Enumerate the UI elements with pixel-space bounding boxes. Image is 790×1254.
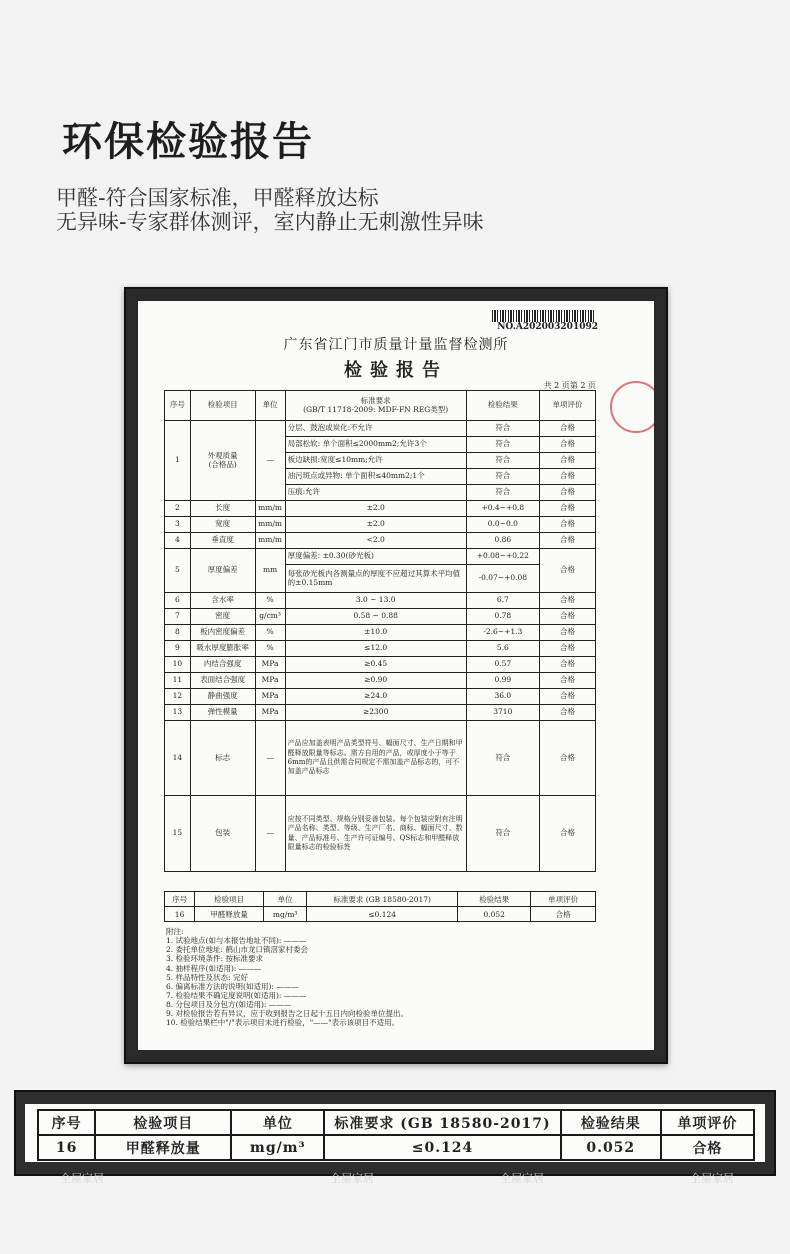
row-result: 0.0~0.0 <box>466 517 539 533</box>
note-item: 5. 样品特性及状态: 完好 <box>166 972 248 982</box>
row-eval: 合格 <box>539 721 595 796</box>
col-req: 标准要求 (GB 18580-2017) <box>324 1110 560 1135</box>
col-eval: 单项评价 <box>531 892 596 907</box>
official-seal <box>610 381 654 433</box>
table-row <box>165 625 596 641</box>
row-result: +0.08~+0.22 <box>466 549 539 565</box>
row-req: ±2.0 <box>285 517 466 533</box>
col-unit: 单位 <box>264 892 307 907</box>
row-no: 9 <box>165 641 191 657</box>
row-result: 0.78 <box>466 609 539 625</box>
col-no: 序号 <box>165 391 191 421</box>
row-unit: % <box>255 593 285 609</box>
row-item: 厚度偏差 <box>190 549 255 593</box>
row-req: ≥2300 <box>285 705 466 721</box>
row-item: 垂直度 <box>190 533 255 549</box>
row-eval: 合格 <box>539 625 595 641</box>
table-row <box>165 907 596 922</box>
note-item: 8. 分包项目及分包方(如适用): ——— <box>166 1000 292 1010</box>
row-eval: 合格 <box>539 673 595 689</box>
row-req: ≥24.0 <box>285 689 466 705</box>
row-req: ≤0.124 <box>307 907 458 922</box>
note-item: 6. 偏离标准方法的说明(如适用): ——— <box>166 981 299 991</box>
row-item: 表面结合强度 <box>190 673 255 689</box>
col-no: 序号 <box>165 892 195 907</box>
row-unit: mm/m <box>255 517 285 533</box>
row-no: 16 <box>165 907 195 922</box>
row-no: 8 <box>165 625 191 641</box>
table-row <box>165 689 596 705</box>
row-result: 符合 <box>466 421 539 437</box>
col-eval: 单项评价 <box>539 391 595 421</box>
table-row <box>165 609 596 625</box>
report-paper <box>138 301 654 1050</box>
watermark: 全屋家居 <box>60 1172 104 1185</box>
row-req: 0.58 ~ 0.88 <box>285 609 466 625</box>
note-item: 3. 检验环境条件: 按标准要求 <box>166 954 263 964</box>
row-req: 产品应加盖表明产品类型符号、幅面尺寸、生产日期和甲醛释放限量等标志。需方自用的产品，或厚度小于等于6mm的产品且供需合同规定不需加盖产品标志的，可不加盖产品标志 <box>285 721 466 796</box>
row-result: 符合 <box>466 721 539 796</box>
zoom-formaldehyde-table <box>37 1109 755 1161</box>
row-item: 甲醛释放量 <box>195 907 264 922</box>
formaldehyde-table <box>164 891 596 922</box>
row-req: 压痕:允许 <box>285 485 466 501</box>
row-item: 板内密度偏差 <box>190 625 255 641</box>
row-req: <2.0 <box>285 533 466 549</box>
note-item: 9. 对检验报告若有异议，应于收到报告之日起十五日内向检验单位提出。 <box>166 1009 409 1019</box>
organization-name: 广东省江门市质量计量监督检测所 <box>283 337 509 353</box>
row-item: 标志 <box>190 721 255 796</box>
row-eval: 合格 <box>539 609 595 625</box>
watermark: 全屋家居 <box>500 1172 544 1185</box>
row-no: 4 <box>165 533 191 549</box>
table-row <box>165 721 596 796</box>
row-eval: 合格 <box>539 689 595 705</box>
row-unit: mm <box>255 549 285 593</box>
note-item: 1. 试验地点(如与本报告地址不同): ——— <box>166 936 307 946</box>
col-result: 检验结果 <box>458 892 531 907</box>
row-req: 分层、鼓泡或炭化:不允许 <box>285 421 466 437</box>
row-req: 局部松软: 单个面积≤2000mm2;允许3个 <box>285 437 466 453</box>
row-no: 2 <box>165 501 191 517</box>
row-eval: 合格 <box>539 657 595 673</box>
row-result: 符合 <box>466 453 539 469</box>
col-unit: 单位 <box>255 391 285 421</box>
table-row <box>165 517 596 533</box>
col-result: 检验结果 <box>561 1110 661 1135</box>
row-req: ≥0.45 <box>285 657 466 673</box>
row-no: 16 <box>38 1135 95 1160</box>
row-no: 11 <box>165 673 191 689</box>
row-unit: MPa <box>255 689 285 705</box>
table-row <box>165 641 596 657</box>
row-item: 密度 <box>190 609 255 625</box>
row-unit: mm/m <box>255 501 285 517</box>
table-row <box>165 593 596 609</box>
row-unit: mg/m³ <box>231 1135 324 1160</box>
row-no: 3 <box>165 517 191 533</box>
notes-title: 附注: <box>166 927 184 936</box>
table-header-row <box>165 892 596 907</box>
row-result: 0.57 <box>466 657 539 673</box>
row-req: 板边缺损:宽度≤10mm;允许 <box>285 453 466 469</box>
row-req: 3.0 ~ 13.0 <box>285 593 466 609</box>
row-unit: MPa <box>255 705 285 721</box>
col-eval: 单项评价 <box>661 1110 754 1135</box>
row-unit: mm/m <box>255 533 285 549</box>
row-eval: 合格 <box>661 1135 754 1160</box>
row-eval: 合格 <box>539 453 595 469</box>
row-eval: 合格 <box>539 421 595 437</box>
row-eval: 合格 <box>539 796 595 872</box>
table-row <box>165 705 596 721</box>
note-item: 10. 检验结果栏中"/"表示项目未进行检验，"——"表示该项目不适用。 <box>166 1018 400 1028</box>
page-indicator: 共 2 页第 2 页 <box>543 381 596 390</box>
row-item: 甲醛释放量 <box>95 1135 231 1160</box>
row-result: 0.99 <box>466 673 539 689</box>
col-unit: 单位 <box>231 1110 324 1135</box>
row-no: 14 <box>165 721 191 796</box>
row-result: 5.6 <box>466 641 539 657</box>
row-unit: — <box>255 421 285 501</box>
row-result: 0.052 <box>458 907 531 922</box>
row-result: 36.0 <box>466 689 539 705</box>
inspection-table <box>164 390 596 872</box>
table-row <box>165 657 596 673</box>
barcode <box>492 310 596 322</box>
zoom-frame <box>14 1090 776 1176</box>
row-eval: 合格 <box>539 705 595 721</box>
row-result: 符合 <box>466 485 539 501</box>
row-unit: mg/m³ <box>264 907 307 922</box>
row-req: ≤0.124 <box>324 1135 560 1160</box>
row-eval: 合格 <box>539 485 595 501</box>
row-eval: 合格 <box>539 501 595 517</box>
table-row <box>165 533 596 549</box>
report-number: NO.A202003201092 <box>497 322 598 332</box>
row-eval: 合格 <box>539 549 595 593</box>
row-item: 外观质量 (合格品) <box>190 421 255 501</box>
table-row <box>165 673 596 689</box>
col-item: 检验项目 <box>190 391 255 421</box>
note-item: 7. 检验结果不确定度说明(如适用): ——— <box>166 990 307 1000</box>
col-item: 检验项目 <box>95 1110 231 1135</box>
note-item: 2. 委托单位地址: 鹤山市龙口镇滘家村委会 <box>166 945 308 955</box>
page-title: 环保检验报告 <box>62 119 314 165</box>
row-no: 15 <box>165 796 191 872</box>
table-row <box>165 796 596 872</box>
row-unit: — <box>255 721 285 796</box>
zoom-paper <box>25 1104 765 1162</box>
row-no: 10 <box>165 657 191 673</box>
row-result: 6.7 <box>466 593 539 609</box>
row-unit: MPa <box>255 673 285 689</box>
row-no: 6 <box>165 593 191 609</box>
row-no: 7 <box>165 609 191 625</box>
row-result: -0.07~+0.08 <box>466 565 539 593</box>
row-result: 0.052 <box>561 1135 661 1160</box>
row-no: 5 <box>165 549 191 593</box>
report-frame <box>124 287 668 1064</box>
row-result: 符合 <box>466 437 539 453</box>
row-result: -2.6~+1.3 <box>466 625 539 641</box>
row-req: ≤12.0 <box>285 641 466 657</box>
note-item: 4. 抽样程序(如适用): ——— <box>166 963 262 973</box>
row-result: 符合 <box>466 469 539 485</box>
row-req: ±10.0 <box>285 625 466 641</box>
report-title: 检验报告 <box>344 360 448 381</box>
row-item: 静曲强度 <box>190 689 255 705</box>
row-result: +0.4~+0.8 <box>466 501 539 517</box>
row-req: ≥0.90 <box>285 673 466 689</box>
row-req: 厚度偏差: ±0.30(砂光板) <box>285 549 466 565</box>
table-header-row <box>165 391 596 421</box>
row-item: 长度 <box>190 501 255 517</box>
row-no: 12 <box>165 689 191 705</box>
notes-section <box>166 927 586 1028</box>
col-req: 标准要求 (GB/T 11718-2009: MDF-FN REG类型) <box>285 391 466 421</box>
col-result: 检验结果 <box>466 391 539 421</box>
row-unit: — <box>255 796 285 872</box>
row-unit: % <box>255 641 285 657</box>
row-result: 0.86 <box>466 533 539 549</box>
col-item: 检验项目 <box>195 892 264 907</box>
row-item: 包装 <box>190 796 255 872</box>
row-eval: 合格 <box>539 469 595 485</box>
row-eval: 合格 <box>539 533 595 549</box>
table-header-row <box>38 1110 754 1135</box>
col-req: 标准要求 (GB 18580-2017) <box>307 892 458 907</box>
subtitle-odor: 无异味-专家群体测评，室内静止无刺激性异味 <box>56 210 484 234</box>
table-row <box>165 421 596 437</box>
table-row <box>165 501 596 517</box>
row-eval: 合格 <box>539 641 595 657</box>
subtitle-formaldehyde: 甲醛-符合国家标准，甲醛释放达标 <box>56 186 379 210</box>
row-result: 3710 <box>466 705 539 721</box>
row-eval: 合格 <box>539 437 595 453</box>
row-item: 弹性模量 <box>190 705 255 721</box>
col-no: 序号 <box>38 1110 95 1135</box>
row-item: 吸水厚度膨胀率 <box>190 641 255 657</box>
watermark: 全屋家居 <box>690 1172 734 1185</box>
table-row <box>165 549 596 565</box>
row-eval: 合格 <box>531 907 596 922</box>
row-unit: g/cm³ <box>255 609 285 625</box>
row-req: 应按不同类型、规格分别妥善包装。每个包装应附有注明产品名称、类型、等级、生产厂名、商标、幅面尺寸、数量、产品标准号、生产许可证编号、QS标志和甲醛释放限量标志的检验标签 <box>285 796 466 872</box>
row-item: 宽度 <box>190 517 255 533</box>
row-req: 油污斑点或异物: 单个面积≤40mm2;1个 <box>285 469 466 485</box>
row-item: 内结合强度 <box>190 657 255 673</box>
row-result: 符合 <box>466 796 539 872</box>
table-row <box>38 1135 754 1160</box>
watermark: 全屋家居 <box>330 1172 374 1185</box>
row-unit: MPa <box>255 657 285 673</box>
row-item: 含水率 <box>190 593 255 609</box>
row-no: 13 <box>165 705 191 721</box>
row-no: 1 <box>165 421 191 501</box>
row-unit: % <box>255 625 285 641</box>
row-eval: 合格 <box>539 517 595 533</box>
row-req: ±2.0 <box>285 501 466 517</box>
row-req: 每张砂光板内各测量点的厚度不应超过其算术平均值的±0.15mm <box>285 565 466 593</box>
row-eval: 合格 <box>539 593 595 609</box>
